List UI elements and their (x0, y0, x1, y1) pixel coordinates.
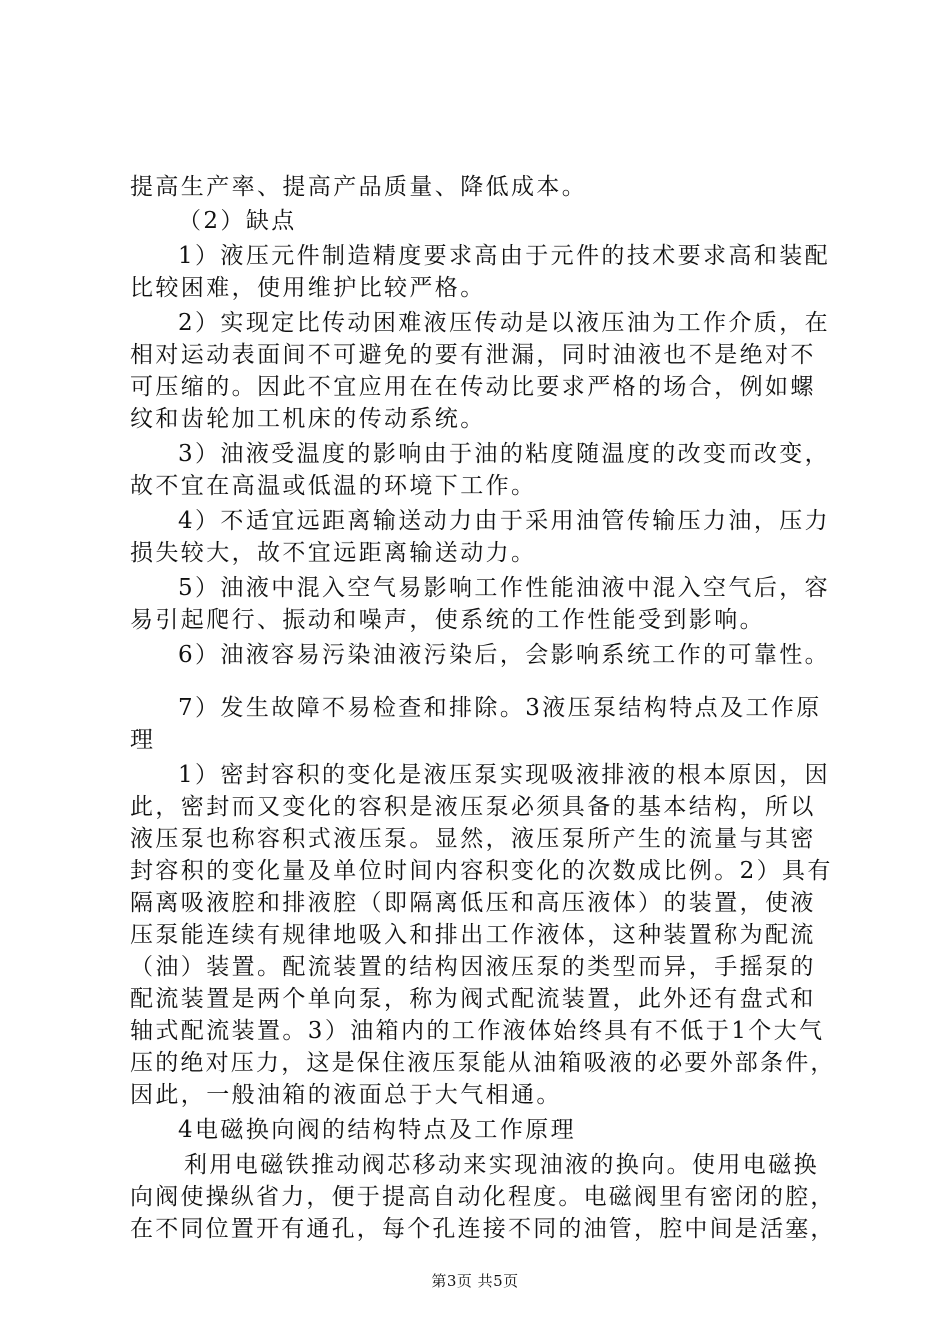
text-line: 压的绝对压力，这是保住液压泵能从油箱吸液的必要外部条件， (130, 1050, 836, 1076)
text-line: 7）发生故障不易检查和排除。3液压泵结构特点及工作原 (178, 695, 822, 721)
section-heading: 4电磁换向阀的结构特点及工作原理 (178, 1117, 577, 1143)
text-line: 易引起爬行、振动和噪声，使系统的工作性能受到影响。 (130, 607, 765, 633)
text-line: 1）液压元件制造精度要求高由于元件的技术要求高和装配 (178, 243, 831, 269)
text-line: 压泵能连续有规律地吸入和排出工作液体，这种装置称为配流 (130, 922, 816, 948)
text-line: 理 (130, 727, 156, 753)
text-line: 2）实现定比传动困难液压传动是以液压油为工作介质，在 (178, 310, 831, 336)
text-line: 封容积的变化量及单位时间内容积变化的次数成比例。2）具有 (130, 858, 833, 884)
text-line: 提高生产率、提高产品质量、降低成本。 (130, 174, 588, 200)
section-heading: （2）缺点 (178, 208, 297, 234)
page-number-footer: 第3页 共5页 (431, 1272, 519, 1290)
text-line: 在不同位置开有通孔，每个孔连接不同的油管，腔中间是活塞， (130, 1216, 836, 1242)
text-line: 液压泵也称容积式液压泵。显然，液压泵所产生的流量与其密 (130, 826, 816, 852)
text-line: 5）油液中混入空气易影响工作性能油液中混入空气后，容 (178, 575, 831, 601)
text-line: 可压缩的。因此不宜应用在在传动比要求严格的场合，例如螺 (130, 374, 816, 400)
text-line: 利用电磁铁推动阀芯移动来实现油液的换向。使用电磁换 (184, 1152, 819, 1178)
text-line: 故不宜在高温或低温的环境下工作。 (130, 473, 537, 499)
text-line: 轴式配流装置。3）油箱内的工作液体始终具有不低于1个大气 (130, 1018, 825, 1044)
text-line: 因此，一般油箱的液面总于大气相通。 (130, 1082, 562, 1108)
text-line: 1）密封容积的变化是液压泵实现吸液排液的根本原因，因 (178, 762, 831, 788)
text-line: （油）装置。配流装置的结构因液压泵的类型而异，手摇泵的 (130, 954, 816, 980)
text-line: 4）不适宜远距离输送动力由于采用油管传输压力油，压力 (178, 508, 831, 534)
text-line: 比较困难，使用维护比较严格。 (130, 275, 486, 301)
text-line: 此，密封而又变化的容积是液压泵必须具备的基本结构，所以 (130, 794, 816, 820)
text-line: 6）油液容易污染油液污染后，会影响系统工作的可靠性。 (178, 642, 831, 668)
text-line: 隔离吸液腔和排液腔（即隔离低压和高压液体）的装置，使液 (130, 890, 816, 916)
text-line: 向阀使操纵省力，便于提高自动化程度。电磁阀里有密闭的腔， (130, 1184, 836, 1210)
text-line: 配流装置是两个单向泵，称为阀式配流装置，此外还有盘式和 (130, 986, 816, 1012)
text-line: 3）油液受温度的影响由于油的粘度随温度的改变而改变， (178, 441, 831, 467)
text-line: 损失较大，故不宜远距离输送动力。 (130, 540, 537, 566)
text-line: 相对运动表面间不可避免的要有泄漏，同时油液也不是绝对不 (130, 342, 816, 368)
text-line: 纹和齿轮加工机床的传动系统。 (130, 406, 486, 432)
